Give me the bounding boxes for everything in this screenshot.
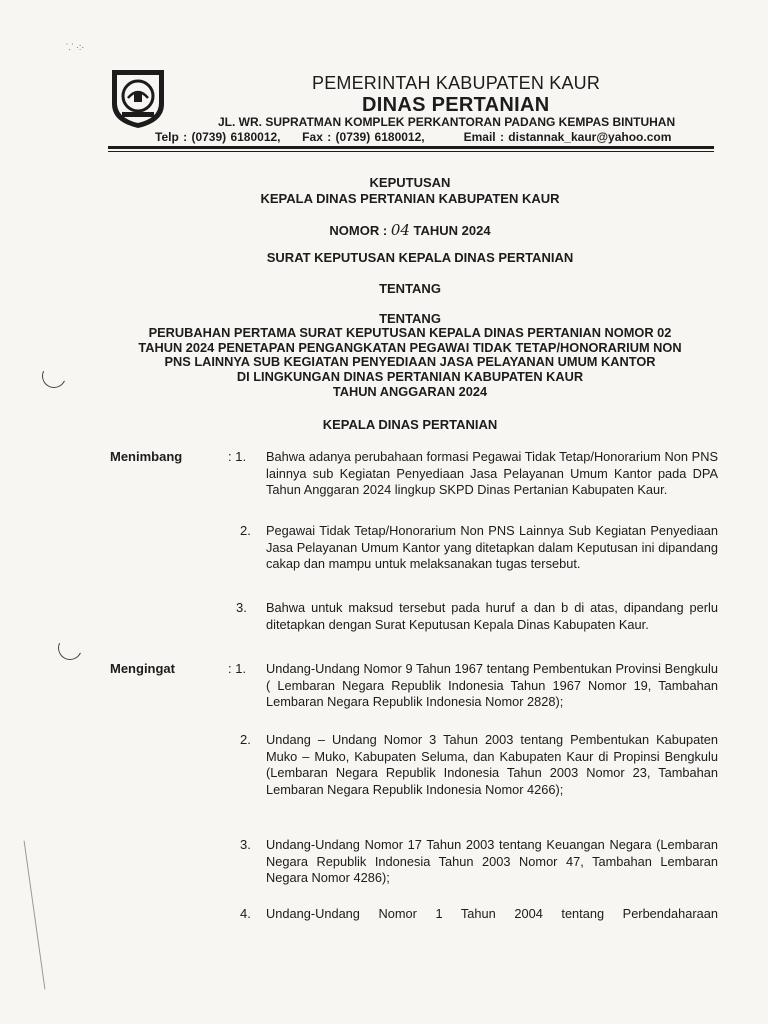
menimbang-item-3-number: 3.: [236, 600, 247, 615]
decree-subject-line: DI LINGKUNGAN DINAS PERTANIAN KABUPATEN KAUR: [236, 369, 584, 385]
decree-subject-line: PNS LAINNYA SUB KEGIATAN PENYEDIAAN JASA PELAYANAN UMUM KANTOR: [164, 354, 656, 370]
menimbang-item-2: Pegawai Tidak Tetap/Honorarium Non PNS Lainnya Sub Kegiatan Penyediaan Jasa Pelayanan Umum Kantor yang ditetapkan dalam Keputusan ini dipandang cakap dan mampu untuk melaksanakan tugas tersebut.: [266, 523, 718, 571]
menimbang-label: Menimbang: [110, 449, 183, 464]
decree-subject-line: PERUBAHAN PERTAMA SURAT KEPUTUSAN KEPALA DINAS PERTANIAN NOMOR 02: [148, 325, 672, 340]
agency-name: DINAS PERTANIAN: [362, 94, 550, 116]
mengingat-item-1: Undang-Undang Nomor 9 Tahun 1967 tentang Pembentukan Provinsi Bengkulu ( Lembaran Negara Republik Indonesia Tahun 1967 Nomor 19, Tambahan Lembaran Negara Republik Indonesia Nomor 2828);: [266, 661, 718, 709]
mengingat-item-2: Undang – Undang Nomor 3 Tahun 2003 tentang Pembentukan Kabupaten Muko – Muko, Kabupaten Seluma, dan Kabupaten Kaur di Propinsi Bengkulu (Lembaran Negara Republik Indonesia Tahun 2003 Nomor 23, Tambahan Lembaran Negara Republik Indonesia Nomor 4266);: [266, 732, 718, 797]
menimbang-item-2-number: 2.: [240, 523, 251, 538]
letterhead-rule: [108, 146, 714, 149]
punch-hole-mark: [39, 361, 70, 392]
decree-subject-line: TAHUN ANGGARAN 2024: [332, 383, 488, 399]
decree-issuer: KEPALA DINAS PERTANIAN KABUPATEN KAUR: [260, 191, 560, 206]
tentang-label-2: TENTANG: [379, 311, 441, 326]
decree-heading: KEPUTUSAN: [369, 175, 451, 190]
scan-streak: [24, 841, 46, 990]
decree-subject: [110, 326, 710, 400]
decree-number-year: TAHUN 2024: [413, 223, 491, 238]
decree-number: [110, 221, 710, 239]
mengingat-item-4-number: 4.: [240, 906, 251, 921]
government-name: PEMERINTAH KABUPATEN KAUR: [312, 73, 601, 93]
mengingat-colon: : 1.: [228, 661, 247, 676]
mengingat-item-4: Undang-Undang Nomor 1 Tahun 2004 tentang Perbendaharaan: [266, 906, 718, 921]
decree-type: SURAT KEPUTUSAN KEPALA DINAS PERTANIAN: [266, 250, 574, 265]
mengingat-item-3: Undang-Undang Nomor 17 Tahun 2003 tentang Keuangan Negara (Lembaran Negara Republik Indonesia Tahun 2003 Nomor 47, Tambahan Lembaran Negara Nomor 4286);: [266, 837, 718, 885]
decree-number-prefix: NOMOR :: [329, 223, 388, 238]
mengingat-item-3-number: 3.: [240, 837, 251, 852]
decree-authority: KEPALA DINAS PERTANIAN: [322, 417, 498, 432]
mengingat-label: Mengingat: [110, 661, 175, 676]
kabupaten-kaur-logo-icon: [104, 68, 172, 130]
decree-subject-line: TAHUN 2024 PENETAPAN PENGANGKATAN PEGAWAI TIDAK TETAP/HONORARIUM NON: [138, 339, 682, 355]
menimbang-colon: : 1.: [228, 449, 247, 464]
mengingat-item-2-number: 2.: [240, 732, 251, 747]
decree-number-value: 04: [390, 221, 410, 239]
tentang-label: TENTANG: [379, 281, 441, 296]
menimbang-item-3: Bahwa untuk maksud tersebut pada huruf a dan b di atas, dipandang perlu ditetapkan dengan Surat Keputusan Kepala Dinas Kabupaten Kaur.: [266, 600, 718, 632]
letterhead-rule-thin: [108, 151, 714, 152]
punch-hole-mark: [55, 633, 86, 664]
agency-contact: Telp : (0739) 6180012, Fax : (0739) 6180012, Email : distannak_kaur@yahoo.com: [155, 130, 672, 144]
agency-address: JL. WR. SUPRATMAN KOMPLEK PERKANTORAN PADANG KEMPAS BINTUHAN: [218, 115, 676, 129]
scan-speck: ⸪ ·:·: [66, 42, 85, 52]
menimbang-item-1: Bahwa adanya perubahaan formasi Pegawai Tidak Tetap/Honorarium Non PNS lainnya sub Kegiatan Penyediaan Jasa Pelayanan Umum Kantor pada DPA Tahun Anggaran 2024 lingkup SKPD Dinas Pertanian Kabupaten Kaur.: [266, 449, 718, 497]
